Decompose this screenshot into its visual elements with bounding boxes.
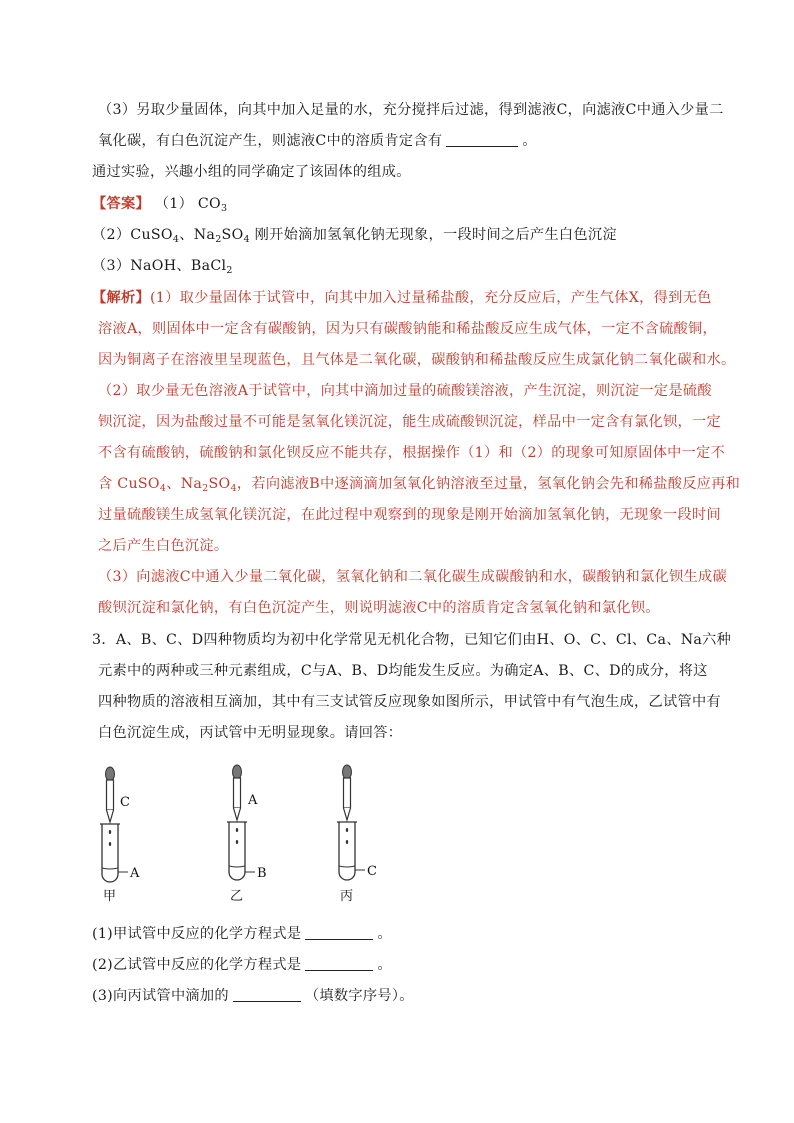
dropper-label: C bbox=[120, 795, 130, 810]
text-line: （3）另取少量固体，向其中加入足量的水，充分搅拌后过滤，得到滤液C，向滤液C中通入少量二 bbox=[98, 102, 724, 118]
test-tube-diagram bbox=[90, 760, 420, 920]
subquestion-line: (2)乙试管中反应的化学方程式是 。 bbox=[92, 957, 392, 973]
dropper-tip bbox=[344, 808, 351, 820]
droplet bbox=[236, 828, 238, 832]
question-line: 白色沉淀生成，丙试管中无明显现象。请回答： bbox=[98, 725, 403, 741]
explanation-line: 不含有硫酸钠，硫酸钠和氯化钡反应不能共存，根据操作（1）和（2）的现象可知原固体中一定不 bbox=[98, 445, 726, 461]
tube-caption: 甲 bbox=[103, 889, 117, 904]
droplet bbox=[109, 842, 111, 846]
text-line: 氧化碳，有白色沉淀产生，则滤液C中的溶质肯定含有 。 bbox=[98, 133, 537, 149]
subquestion-line: (3)向丙试管中滴加的 （填数字序号）。 bbox=[92, 988, 414, 1004]
explanation-line: 因为铜离子在溶液里呈现蓝色，且气体是二氧化碳，碳酸钠和稀盐酸反应生成氯化钠二氧化碳和水。 bbox=[98, 352, 736, 368]
answer-blank[interactable] bbox=[446, 132, 518, 147]
tube-label: A bbox=[130, 866, 140, 881]
test-tube-figure bbox=[90, 760, 420, 920]
text-line: 通过实验，兴趣小组的同学确定了该固体的组成。 bbox=[92, 164, 411, 180]
droplet bbox=[346, 840, 348, 844]
tube-group-jia bbox=[100, 767, 140, 904]
question-line: 3．A、B、C、D四种物质均为初中化学常见无机化合物，已知它们由H、O、C、Cl、Ca、Na六种 bbox=[92, 632, 732, 648]
explanation-line: 钡沉淀，因为盐酸过量不可能是氢氧化镁沉淀，能生成硫酸钡沉淀，样品中一定含有氯化钡，一定 bbox=[98, 414, 721, 430]
explanation-line: 溶液A，则固体中一定含有碳酸钠，因为只有碳酸钠能和稀盐酸反应生成气体，一定不含硫酸铜， bbox=[98, 321, 718, 337]
tube-group-yi bbox=[227, 765, 267, 904]
answer-line: 【答案】 （1） $CO_3$ bbox=[92, 196, 228, 214]
dropper-label: A bbox=[248, 793, 258, 808]
answer-tag: 【答案】 bbox=[92, 196, 150, 212]
dropper-bulb bbox=[343, 765, 352, 779]
tube-caption: 丙 bbox=[340, 889, 354, 904]
dropper-tube bbox=[344, 778, 351, 808]
tube-caption: 乙 bbox=[230, 889, 244, 904]
tube-group-bing bbox=[337, 765, 377, 904]
explanation-line: （3）向滤液C中通入少量二氧化碳，氢氧化钠和二氧化碳生成碳酸钠和水，碳酸钠和氯化钡生成碳 bbox=[98, 569, 727, 585]
explanation-line: 过量硫酸镁生成氢氧化镁沉淀，在此过程中观察到的现象是刚开始滴加氢氧化钠，无现象一段时间 bbox=[98, 507, 721, 523]
subquestion-line: (1)甲试管中反应的化学方程式是 。 bbox=[92, 926, 392, 942]
explanation-line: 含 CuSO$_4$、$Na_2SO_4$，若向滤液B中逐滴滴加氢氧化钠溶液至过量，氢氧化钠会先和稀盐酸反应再和 bbox=[98, 476, 741, 494]
answer-line: （2）CuSO$_4$、$Na_2SO_4$ 刚开始滴加氢氧化钠无现象，一段时间之后产生白色沉淀 bbox=[92, 227, 617, 245]
explanation-line: 之后产生白色沉淀。 bbox=[98, 538, 229, 554]
explanation-line: 【解析】(1）取少量固体于试管中，向其中加入过量稀盐酸，充分反应后，产生气体X，得到无色 bbox=[92, 290, 712, 306]
explanation-tag: 【解析】 bbox=[92, 290, 150, 306]
tube-label: C bbox=[367, 864, 377, 879]
dropper-tube bbox=[234, 778, 241, 808]
dropper-tip bbox=[234, 808, 241, 820]
question-line: 四种物质的溶液相互滴加，其中有三支试管反应现象如图所示，甲试管中有气泡生成，乙试管中有 bbox=[98, 694, 721, 710]
explanation-line: （2）取少量无色溶液A于试管中，向其中滴加过量的硫酸镁溶液，产生沉淀，则沉淀一定是硫酸 bbox=[98, 383, 712, 399]
answer-blank[interactable] bbox=[305, 925, 373, 940]
droplet bbox=[109, 830, 111, 834]
tube-label: B bbox=[257, 866, 267, 881]
dropper-bulb bbox=[233, 765, 242, 779]
dropper-tube bbox=[107, 780, 114, 810]
droplet bbox=[346, 828, 348, 832]
answer-line: （3）NaOH、BaCl$_2$ bbox=[92, 258, 233, 276]
droplet bbox=[236, 840, 238, 844]
dropper-bulb bbox=[106, 767, 115, 781]
question-line: 元素中的两种或三种元素组成，C与A、B、D均能发生反应。为确定A、B、C、D的成分，将这 bbox=[98, 663, 708, 679]
explanation-line: 酸钡沉淀和氯化钠，有白色沉淀产生，则说明滤液C中的溶质肯定含氢氧化钠和氯化钡。 bbox=[98, 600, 660, 616]
answer-blank[interactable] bbox=[233, 987, 301, 1002]
answer-blank[interactable] bbox=[305, 956, 373, 971]
dropper-tip bbox=[107, 810, 114, 822]
